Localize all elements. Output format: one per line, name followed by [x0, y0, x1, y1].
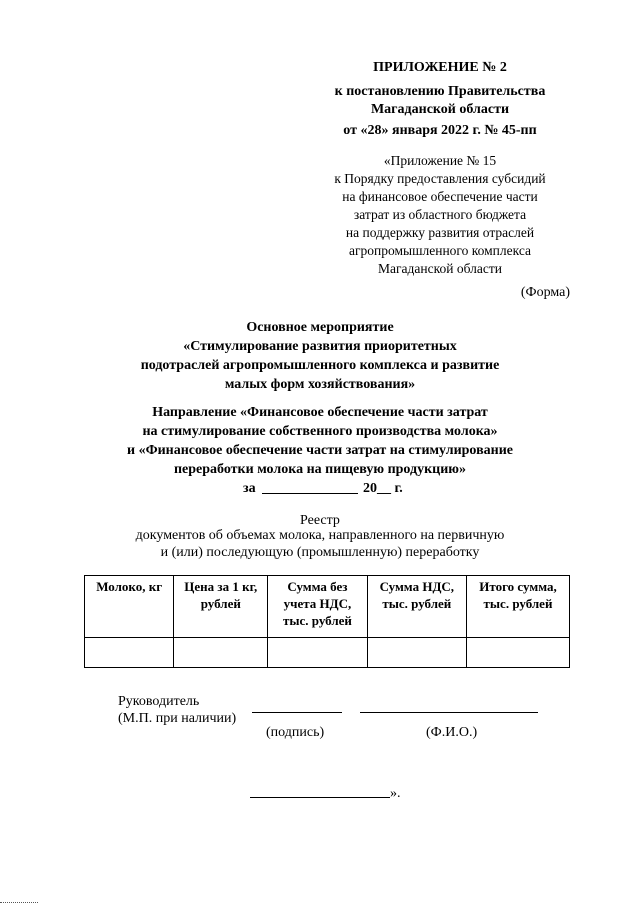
seal-label: (М.П. при наличии)	[118, 711, 237, 726]
name-caption: (Ф.И.О.)	[426, 725, 478, 740]
registry-title: Реестр	[300, 513, 340, 528]
name-line	[360, 712, 538, 713]
appendix-reference	[300, 152, 580, 278]
region-name: Магаданской области	[370, 102, 510, 117]
col-header-sum-without-vat: Сумма без учета НДС, тыс. рублей	[268, 576, 367, 638]
col-header-vat-sum: Сумма НДС, тыс. рублей	[367, 576, 466, 638]
appendix-ref-line: на финансовое обеспечение части	[342, 189, 538, 204]
main-event-line: малых форм хозяйствования»	[224, 377, 416, 392]
main-event-line: «Стимулирование развития приоритетных	[183, 339, 457, 354]
signature-caption: (подпись)	[266, 725, 325, 740]
direction-line: переработки молока на пищевую продукцию»	[173, 462, 467, 477]
period-blank-line	[262, 493, 358, 494]
direction-title	[60, 403, 580, 479]
main-event-line: Основное мероприятие	[246, 320, 394, 335]
main-event-title	[60, 318, 580, 394]
col-header-milk-kg: Молоко, кг	[85, 576, 174, 638]
col-header-price-per-kg: Цена за 1 кг, рублей	[174, 576, 268, 638]
registry-desc-line1: документов об объемах молока, направленного на первичную	[135, 528, 505, 543]
direction-line: Направление «Финансовое обеспечение части затрат	[152, 405, 488, 420]
table-cell[interactable]	[85, 638, 174, 668]
period-prefix: за	[243, 481, 256, 496]
table-cell[interactable]	[268, 638, 367, 668]
table-cell[interactable]	[174, 638, 268, 668]
direction-line: и «Финансовое обеспечение части затрат на стимулирование	[127, 443, 513, 458]
table-cell[interactable]	[367, 638, 466, 668]
appendix-ref-line: затрат из областного бюджета	[353, 207, 527, 222]
table-header-row	[85, 576, 570, 638]
appendix-number: ПРИЛОЖЕНИЕ № 2	[373, 60, 507, 75]
closing-blank-line	[250, 797, 390, 798]
resolution-date: от «28» января 2022 г. № 45-пп	[343, 123, 537, 138]
table-row	[85, 638, 570, 668]
table-cell[interactable]	[466, 638, 569, 668]
closing-quote: ».	[390, 786, 401, 801]
appendix-ref-line: «Приложение № 15	[383, 153, 497, 168]
appendix-ref-line: агропромышленного комплекса	[349, 243, 531, 258]
appendix-ref-line: на поддержку развития отраслей	[345, 225, 535, 240]
registry-table	[84, 575, 570, 668]
main-event-line: подотраслей агропромышленного комплекса и развитие	[140, 358, 500, 373]
period-year: 20__ г.	[363, 481, 403, 496]
form-label: (Форма)	[520, 285, 570, 300]
registry-desc-line2: и (или) последующую (промышленную) переработку	[160, 545, 480, 560]
direction-line: на стимулирование собственного производства молока»	[142, 424, 498, 439]
col-header-total-sum: Итого сумма, тыс. рублей	[466, 576, 569, 638]
appendix-ref-line: Магаданской области	[378, 261, 502, 276]
head-label: Руководитель	[118, 694, 200, 709]
appendix-ref-line: к Порядку предоставления субсидий	[334, 171, 546, 186]
footnote-separator	[0, 902, 38, 903]
signature-line	[252, 712, 342, 713]
resolution-ref: к постановлению Правительства	[334, 84, 546, 99]
